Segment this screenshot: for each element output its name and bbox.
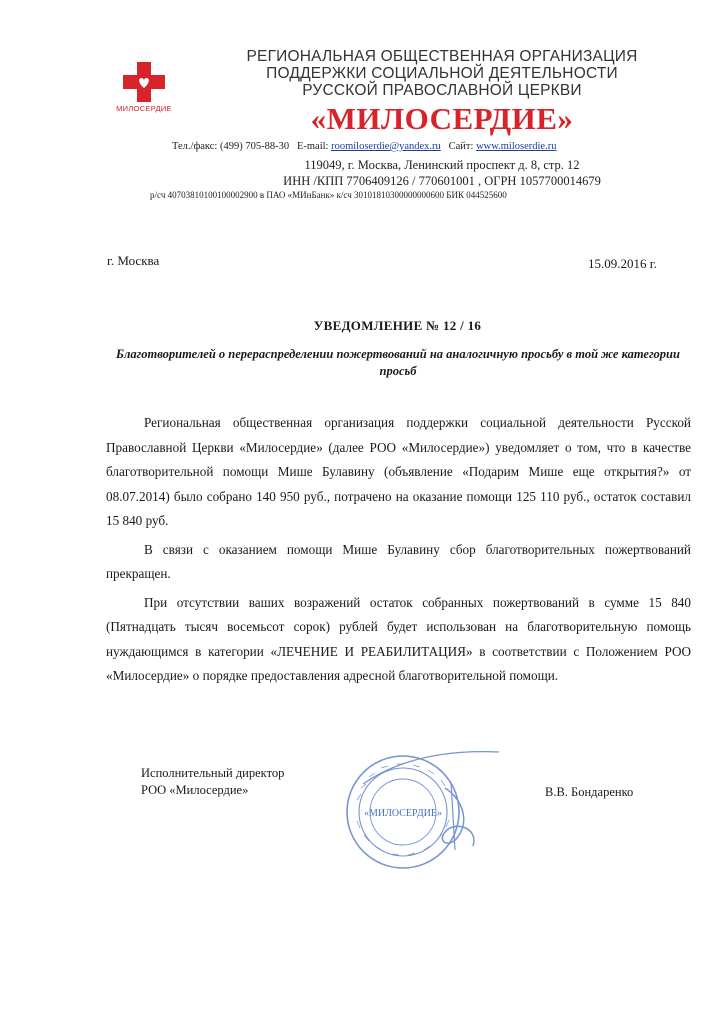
site-label: Сайт: [448,141,474,152]
notice-title: УВЕДОМЛЕНИЕ № 12 / 16 [313,318,482,333]
city: г. Москва [107,253,160,268]
org-line: РУССКОЙ ПРАВОСЛАВНОЙ ЦЕРКВИ [302,82,582,99]
ids-line: ИНН /КПП 7706409126 / 770601001 , ОГРН 1057700014679 [283,174,601,188]
signatory-role [141,765,284,799]
contact-line [172,141,556,152]
phone-text: Тел./факс: (499) 705-88-30 [172,141,290,152]
role-line: Исполнительный директор [141,766,285,780]
role-line: РОО «Милосердие» [141,783,249,797]
paragraph: В связи с оказанием помощи Мише Булавину сбор благотворительных пожертвований прекращен. [106,541,691,581]
body-text [106,411,691,693]
org-name: «МИЛОСЕРДИЕ» [310,101,574,136]
logo-caption: МИЛОСЕРДИЕ [116,104,172,113]
org-header [232,48,652,99]
paragraph: Региональная общественная организация поддержки социальной деятельности Русской Православной Церкви «Милосердие» (далее РОО «Милосердие») уведомляет о том, что в качестве благотворительной помощи Мише Булавину (объявление «Подарим Мише еще открытия?» от 08.07.2014) было собрано 140 950 руб., потрачено на оказание помощи 125 110 руб., остаток составил 15 840 руб. [106,415,691,528]
org-line: ПОДДЕРЖКИ СОЦИАЛЬНОЙ ДЕЯТЕЛЬНОСТИ [266,65,618,82]
bank-details: р/сч 40703810100100002900 в ПАО «МИнБанк» к/сч 30101810300000000600 БИК 044525600 [150,190,507,200]
org-line: РЕГИОНАЛЬНАЯ ОБЩЕСТВЕННАЯ ОРГАНИЗАЦИЯ [246,48,638,65]
address-block [232,157,652,189]
stamp-icon [333,742,513,872]
email-label: E-mail: [296,141,329,152]
red-cross-heart-icon [123,62,165,102]
email-link[interactable]: roomiloserdie@yandex.ru [331,141,441,152]
paragraph: При отсутствии ваших возражений остаток собранных пожертвований в сумме 15 840 (Пятнадцать тысяч восемьсот сорок) рублей будет использован на благотворительную помощь нуждающимся в категории «ЛЕЧЕНИЕ И РЕАБИЛИТАЦИЯ» в соответствии с Положением РОО «Милосердие» о порядке предоставления адресной благотворительной помощи. [106,594,691,683]
stamp-text: «МИЛОСЕРДИЕ» [364,808,442,819]
signatory-name: В.В. Бондаренко [545,785,634,799]
date: 15.09.2016 г. [588,256,657,271]
address-line: 119049, г. Москва, Ленинский проспект д. 8, стр. 12 [304,158,580,172]
logo [104,62,184,113]
site-link[interactable]: www.miloserdie.ru [476,141,557,152]
notice-subtitle: Благотворителей о перераспределении пожертвований на аналогичную просьбу в той же категории просьб [116,347,680,378]
